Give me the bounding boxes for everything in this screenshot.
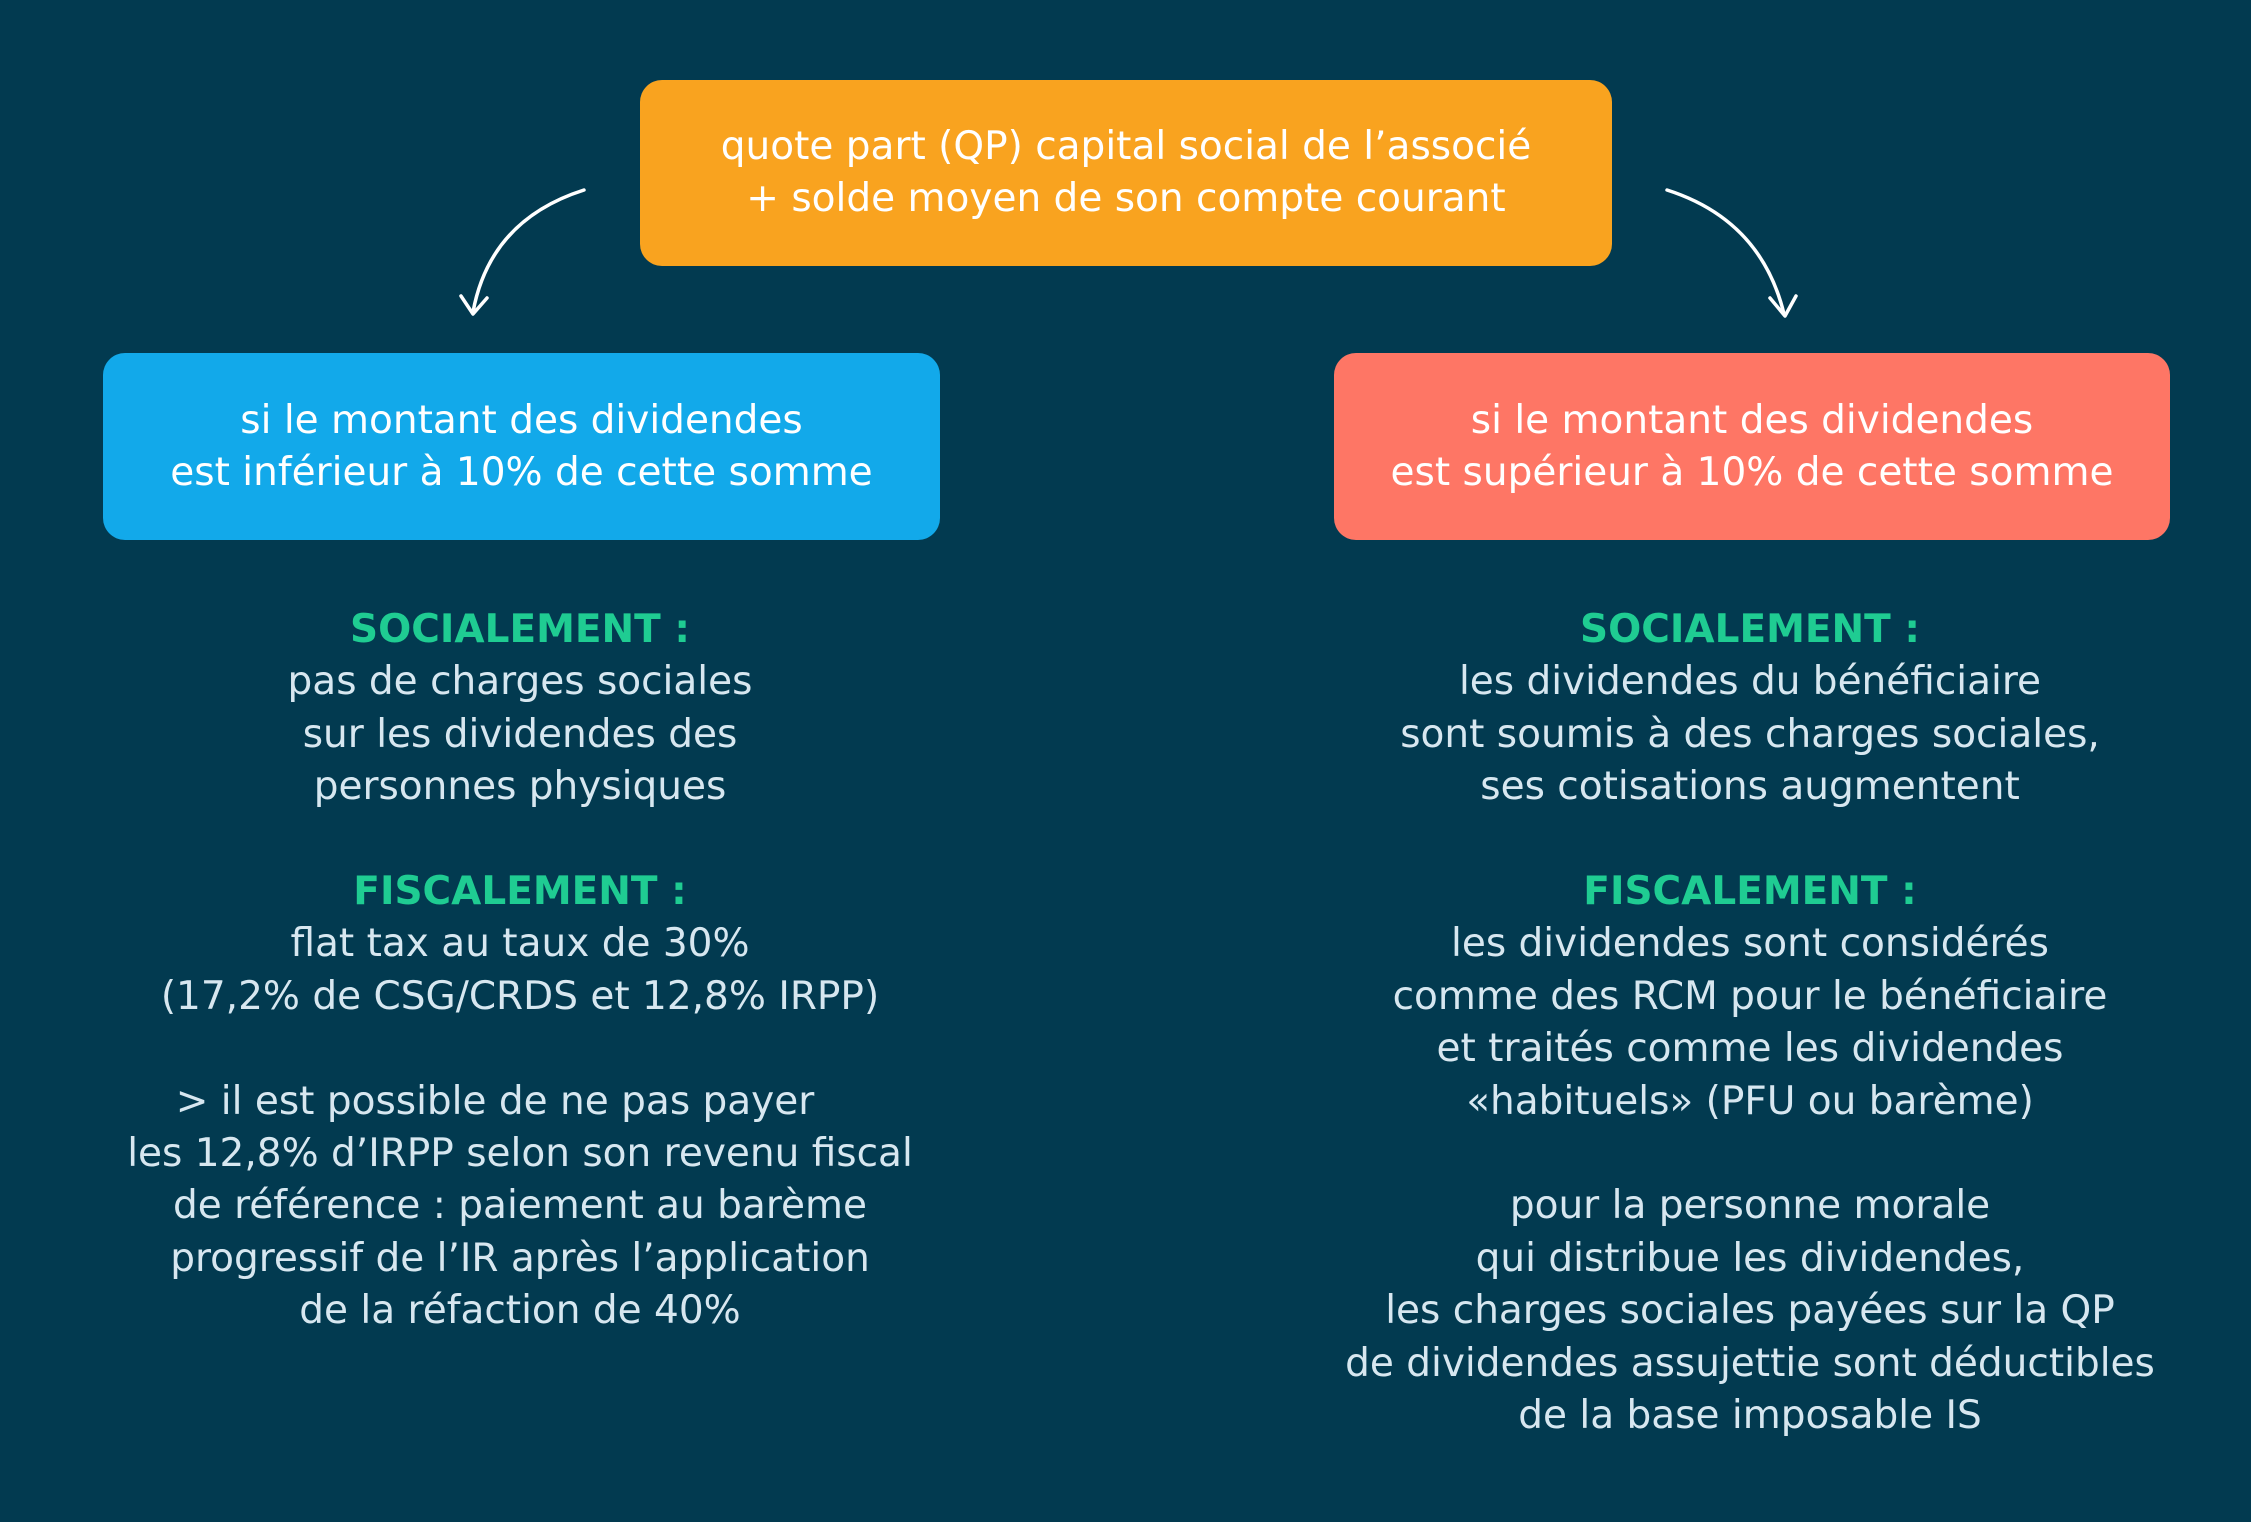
superior-case-details [1270, 604, 2230, 1442]
left-fiscal-line: (17,2% de CSG/CRDS et 12,8% IRPP) [160, 973, 880, 1019]
left-social-line: pas de charges sociales [287, 659, 753, 705]
right-fiscal-heading: FISCALEMENT : [1583, 869, 1917, 915]
right-fiscal-line: «habituels» (PFU ou barème) [1466, 1078, 2034, 1124]
right-social-line: ses cotisations augmentent [1480, 764, 2020, 810]
right-note-line: de dividendes assujettie sont déductibles [1345, 1340, 2155, 1386]
curved-arrow-right-icon [1667, 190, 1796, 316]
right-fiscal-line: et traités comme les dividendes [1436, 1026, 2064, 1072]
superior-case-line-1: si le montant des dividendes [1470, 397, 2034, 443]
quote-part-box [640, 80, 1612, 266]
quote-part-line-2: + solde moyen de son compte courant [746, 176, 1506, 221]
right-note-line: les charges sociales payées sur la QP [1385, 1288, 2115, 1334]
right-social-line: sont soumis à des charges sociales, [1400, 711, 2100, 757]
left-note-line: de référence : paiement au barème [172, 1183, 867, 1229]
right-social-line: les dividendes du bénéficiaire [1458, 659, 2042, 705]
left-fiscal-heading: FISCALEMENT : [353, 869, 687, 915]
right-note-line: pour la personne morale [1509, 1183, 1991, 1229]
inferior-case-box [103, 353, 940, 540]
superior-case-line-2: est supérieur à 10% de cette somme [1390, 449, 2114, 495]
left-note-line: les 12,8% d’IRPP selon son revenu fiscal [127, 1131, 913, 1177]
left-note-line: progressif de l’IR après l’application [170, 1235, 870, 1281]
left-fiscal-line: flat tax au taux de 30% [290, 921, 750, 967]
right-note-line: de la base imposable IS [1518, 1393, 1982, 1439]
superior-case-box [1334, 353, 2170, 540]
curved-arrow-left-icon [461, 190, 584, 314]
quote-part-line-1: quote part (QP) capital social de l’associé [720, 124, 1532, 169]
right-fiscal-line: comme des RCM pour le bénéficiaire [1392, 973, 2108, 1019]
inferior-case-details [40, 604, 1000, 1338]
left-social-line: personnes physiques [313, 764, 727, 810]
inferior-case-line-2: est inférieur à 10% de cette somme [170, 449, 873, 495]
right-note-line: qui distribue les dividendes, [1475, 1235, 2025, 1281]
left-note-line: de la réfaction de 40% [299, 1288, 741, 1334]
inferior-case-line-1: si le montant des dividendes [240, 397, 803, 443]
left-social-line: sur les dividendes des [302, 711, 738, 757]
right-fiscal-line: les dividendes sont considérés [1451, 921, 2049, 967]
left-social-heading: SOCIALEMENT : [350, 607, 690, 652]
right-social-heading: SOCIALEMENT : [1580, 607, 1920, 652]
left-note-line: > il est possible de ne pas payer [175, 1078, 815, 1124]
